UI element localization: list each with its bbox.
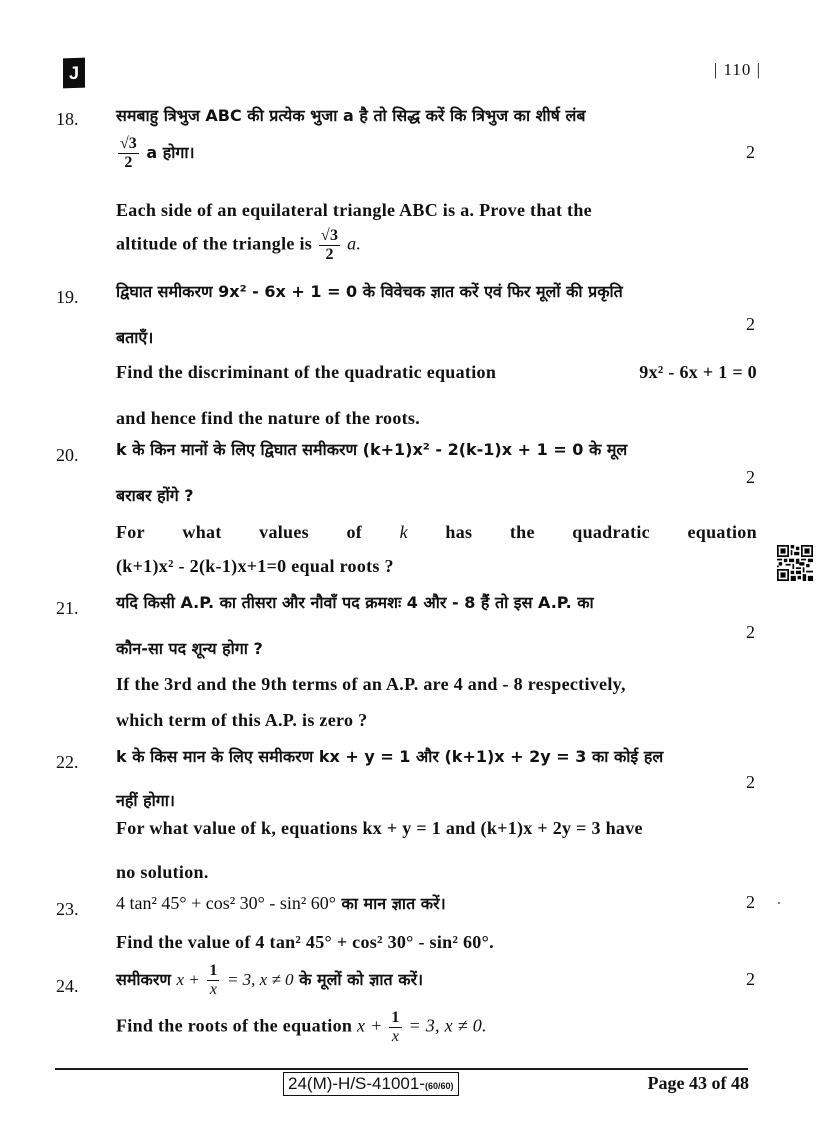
question-hindi-line: नहीं होगा।: [116, 791, 175, 810]
question-hindi-line: यदि किसी A.P. का तीसरा और नौवाँ पद क्रमशः 4 और - 8 हैं तो इस A.P. का: [116, 593, 594, 612]
question-hindi-line: बराबर होंगे ?: [116, 486, 194, 505]
fraction: $\frac{√3}{2}$: [120, 135, 137, 171]
question-english-line: If the 3rd and the 9th terms of an A.P. are 4 and - 8 respectively,: [116, 674, 626, 694]
paper-code-box: 24(M)-H/S-41001-(60/60): [283, 1072, 459, 1096]
scan-speck: [778, 902, 780, 904]
marks: 2: [746, 622, 755, 642]
question-hindi-line: k के किस मान के लिए समीकरण kx + y = 1 और (k+1)x + 2y = 3 का कोई हल: [116, 747, 664, 766]
qr-code-icon: [776, 545, 814, 581]
question-english-line: Find the value of 4 tan² 45° + cos² 30° - sin² 60°.: [116, 932, 494, 952]
question-english-line: (k+1)x² - 2(k-1)x+1=0 equal roots ?: [116, 556, 394, 576]
question-hindi-line: द्विघात समीकरण 9x² - 6x + 1 = 0 के विवेचक ज्ञात करें एवं फिर मूलों की प्रकृति: [116, 282, 623, 301]
question-english-line: For what values of k has the quadratic equation: [116, 522, 757, 542]
fraction: $\frac{1}{x}$: [209, 962, 218, 998]
marks: 2: [746, 892, 755, 912]
question-english-line: and hence find the nature of the roots.: [116, 408, 421, 428]
question-english-line: For what value of k, equations kx + y = 1 and (k+1)x + 2y = 3 have: [116, 818, 643, 838]
question-number: 24.: [56, 976, 79, 996]
question-number: 18.: [56, 109, 79, 129]
question-english-line: Find the discriminant of the quadratic equation 9x² - 6x + 1 = 0: [116, 362, 757, 382]
set-label-badge: J: [63, 58, 85, 89]
question-hindi-line: कौन-सा पद शून्य होगा ?: [116, 639, 263, 658]
question-hindi-line: समीकरण x + $\frac{1}{x}$ = 3, x ≠ 0 के मूलों को ज्ञात करें।: [116, 962, 424, 998]
page-number: Page 43 of 48: [647, 1073, 749, 1093]
question-number: 22.: [56, 752, 79, 772]
question-number: 21.: [56, 598, 79, 618]
marks: 2: [746, 772, 755, 792]
question-english-line: which term of this A.P. is zero ?: [116, 710, 368, 730]
fraction: $\frac{1}{x}$: [391, 1009, 400, 1045]
page-code: | 110 |: [713, 60, 761, 79]
question-hindi-line: k के किन मानों के लिए द्विघात समीकरण (k+1)x² - 2(k-1)x + 1 = 0 के मूल: [116, 440, 628, 459]
marks: 2: [746, 467, 755, 487]
question-english-line: Find the roots of the equation x + $\frac{1}{x}$ = 3, x ≠ 0.: [116, 1009, 487, 1045]
question-number: 20.: [56, 445, 79, 465]
question-english-line: no solution.: [116, 862, 209, 882]
question-number: 23.: [56, 899, 79, 919]
question-hindi-line: समबाहु त्रिभुज ABC की प्रत्येक भुजा a है तो सिद्ध करें कि त्रिभुज का शीर्ष लंब: [116, 106, 586, 125]
question-hindi-line: $\frac{√3}{2}$ a होगा।: [120, 135, 195, 171]
question-english-line: Each side of an equilateral triangle ABC is a. Prove that the: [116, 200, 592, 220]
fraction: $\frac{√3}{2}$: [320, 227, 339, 263]
marks: 2: [746, 969, 755, 989]
footer-divider: [55, 1068, 748, 1070]
marks: 2: [746, 142, 755, 162]
question-hindi-line: बताएँ।: [116, 328, 154, 347]
question-english-line: altitude of the triangle is $\frac{√3}{2}$ a.: [116, 227, 362, 263]
question-hindi-line: 4 tan² 45° + cos² 30° - sin² 60° का मान ज्ञात करें।: [116, 893, 446, 913]
question-number: 19.: [56, 287, 79, 307]
marks: 2: [746, 314, 755, 334]
